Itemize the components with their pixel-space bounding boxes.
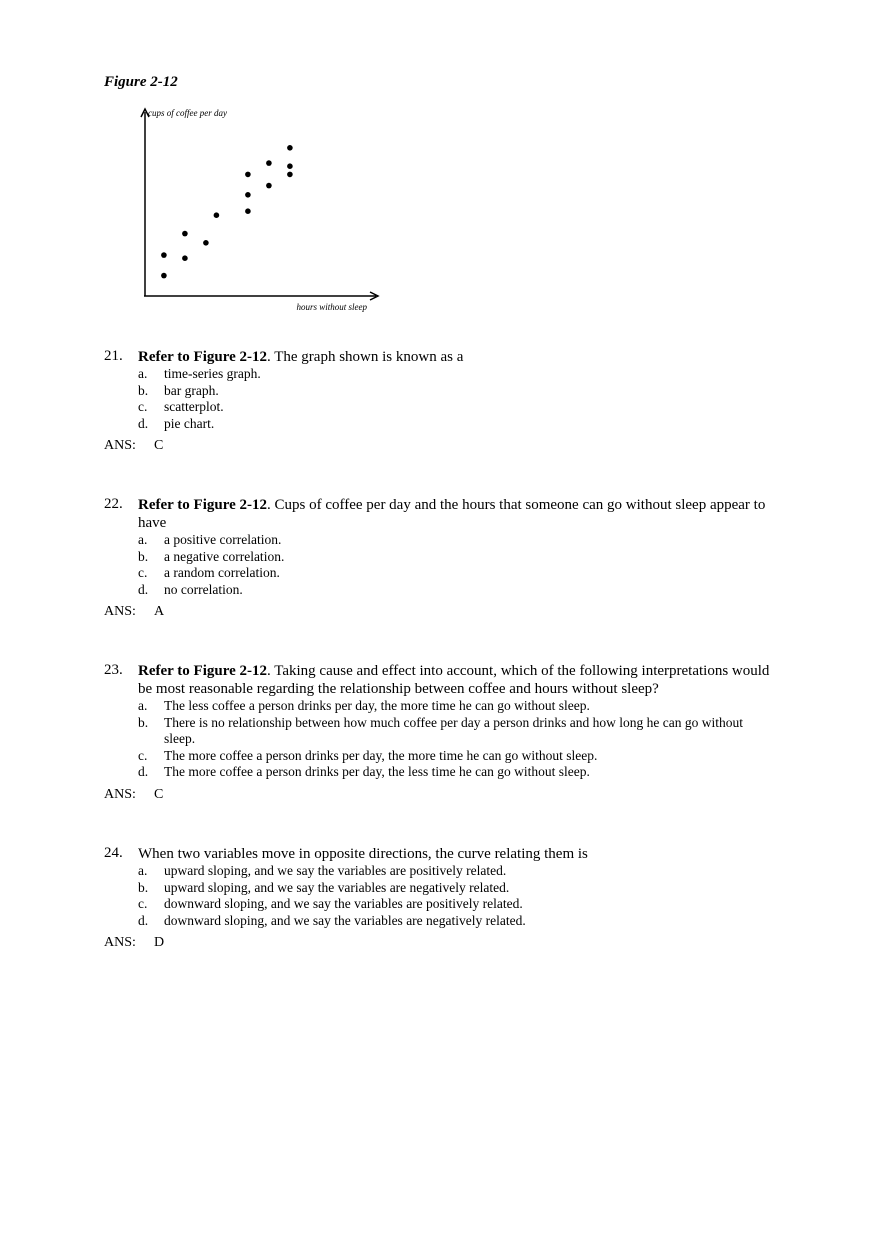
answer: ANS: D [104,935,165,950]
option-b: b. a negative correlation. [138,548,285,564]
question-number: 21. [104,348,123,364]
options-list [138,532,784,598]
scatter-point-9 [245,172,251,178]
option-d: d. pie chart. [138,415,215,431]
y-axis-label: cups of coffee per day [148,108,227,118]
scatter-point-3 [182,255,188,261]
scatter-points [161,145,293,278]
options-list [138,863,784,929]
option-c: c. The more coffee a person drinks per day, the more time he can go without sleep. [138,747,598,763]
scatter-point-11 [266,160,272,166]
figure-title: Figure 2-12 [104,74,178,90]
options-list [138,366,784,432]
scatter-point-5 [203,240,209,246]
option-a: a. The less coffee a person drinks per day, the more time he can go without sleep. [138,698,590,713]
option-c: c. scatterplot. [138,399,224,414]
scatter-chart [130,100,390,320]
scatter-point-7 [245,208,251,214]
question-number: 22. [104,496,123,512]
scatter-point-2 [161,252,167,258]
question-number: 24. [104,845,123,861]
answer: ANS: C [104,438,164,453]
question-number: 23. [104,662,123,678]
question-21 [104,348,784,454]
option-b: b. There is no relationship between how much coffee per day a person drinks and how long he can go without sleep. [138,714,743,746]
option-d: d. downward sloping, and we say the variables are negatively related. [138,912,526,928]
question-stem: Refer to Figure 2-12. Cups of coffee per day and the hours that someone can go without sleep appear to have [138,497,766,531]
question-23 [104,662,784,803]
option-b: b. bar graph. [138,382,219,398]
question-stem: When two variables move in opposite directions, the curve relating them is [138,846,588,862]
scatter-point-4 [182,231,188,237]
option-a: a. a positive correlation. [138,532,282,547]
figure-reference: Refer to Figure 2-12 [138,497,267,513]
scatter-point-10 [266,183,272,189]
question-22 [104,496,784,620]
option-a: a. time-series graph. [138,366,261,381]
option-d: d. The more coffee a person drinks per day, the less time he can go without sleep. [138,764,590,779]
scatter-point-8 [245,192,251,198]
scatter-point-1 [161,273,167,279]
option-b: b. upward sloping, and we say the variables are negatively related. [138,879,510,895]
option-c: c. a random correlation. [138,565,280,580]
figure-reference: Refer to Figure 2-12 [138,663,267,679]
question-24 [104,845,784,951]
scatter-point-14 [287,145,293,151]
x-axis-label: hours without sleep [296,302,367,312]
option-a: a. upward sloping, and we say the variables are positively related. [138,863,507,878]
scatter-point-12 [287,172,293,178]
option-d: d. no correlation. [138,581,243,597]
figure-reference: Refer to Figure 2-12 [138,349,267,365]
answer: ANS: C [104,786,164,802]
answer: ANS: A [104,604,165,619]
question-stem: Refer to Figure 2-12. Taking cause and effect into account, which of the following interpretations would be most reasonable regarding the relationship between coffee and hours without sleep? [138,663,770,697]
scatter-point-13 [287,163,293,169]
question-stem: Refer to Figure 2-12. The graph shown is known as a [138,349,464,365]
option-c: c. downward sloping, and we say the variables are positively related. [138,896,523,911]
options-list [138,698,784,781]
scatter-point-6 [214,212,220,218]
